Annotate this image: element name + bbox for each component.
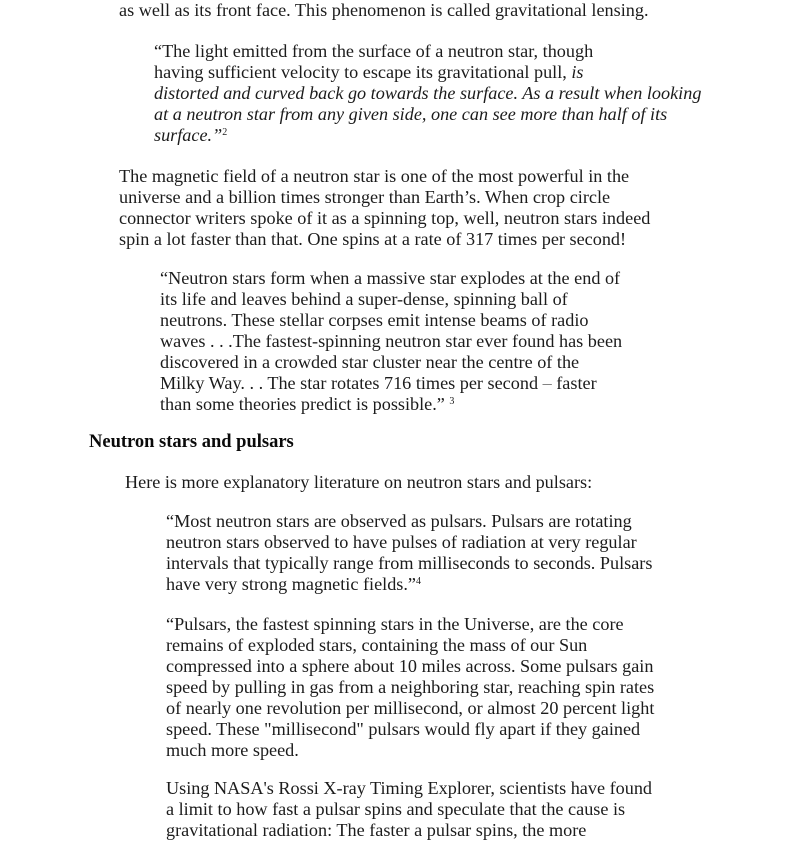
text-line: distorted and curved back go towards the surface. As a result when looking (154, 83, 702, 103)
text-line: as well as its front face. This phenomenon is called gravitational lensing. (119, 0, 649, 20)
text-line: discovered in a crowded star cluster near the centre of the (160, 352, 580, 372)
text-span: having sufficient velocity to escape its gravitational pull, (154, 62, 572, 82)
en-dash: – (542, 373, 552, 393)
literature-intro-paragraph (125, 472, 592, 493)
footnote-ref-2[interactable]: 2 (222, 127, 228, 138)
text-line: Here is more explanatory literature on neutron stars and pulsars: (125, 472, 593, 492)
text-line: neutrons. These stellar corpses emit intense beams of radio (160, 310, 589, 330)
text-line: its life and leaves behind a super-dense, spinning ball of (160, 289, 568, 309)
block-quote-fastest-neutron-star (160, 268, 622, 415)
text-line: connector writers spoke of it as a spinning top, well, neutron stars indeed (119, 208, 651, 228)
text-line: gravitational radiation: The faster a pulsar spins, the more (166, 820, 587, 840)
italic-span: surface.” (154, 125, 223, 145)
text-line: compressed into a sphere about 10 miles across. Some pulsars gain (166, 656, 654, 676)
text-line: neutron stars observed to have pulses of radiation at very regular (166, 532, 637, 552)
text-line: at a neutron star from any given side, one can see more than half of its (154, 104, 668, 124)
text-line: “Most neutron stars are observed as pulsars. Pulsars are rotating (166, 511, 632, 531)
text-line: of nearly one revolution per millisecond, or almost 20 percent light (166, 698, 655, 718)
footnote-ref-3[interactable]: 3 (449, 396, 455, 407)
text-line: spin a lot faster than that. One spins at a rate of 317 times per second! (119, 229, 627, 249)
block-quote-gravitational-lensing (154, 41, 701, 146)
text-span: Milky Way. . . The star rotates 716 times per second (160, 373, 543, 393)
text-line: remains of exploded stars, containing the mass of our Sun (166, 635, 588, 655)
text-line (154, 62, 701, 83)
section-heading: Neutron stars and pulsars (89, 432, 294, 452)
text-line: “Pulsars, the fastest spinning stars in the Universe, are the core (166, 614, 624, 634)
text-line (160, 373, 622, 394)
text-line: intervals that typically range from milliseconds to seconds. Pulsars (166, 553, 653, 573)
text-span: faster (551, 373, 597, 393)
text-line (160, 394, 622, 415)
footnote-ref-4[interactable]: 4 (416, 576, 421, 587)
intro-paragraph (119, 0, 649, 21)
text-line: much more speed. (166, 740, 299, 760)
text-line: universe and a billion times stronger than Earth’s. When crop circle (119, 187, 611, 207)
text-span: have very strong magnetic fields.” (166, 574, 416, 594)
text-line: “Neutron stars form when a massive star explodes at the end of (160, 268, 621, 288)
text-line (154, 125, 701, 146)
magnetic-field-paragraph (119, 166, 650, 250)
text-line (166, 574, 652, 595)
block-quote-fastest-spinning-pulsars (166, 614, 654, 761)
text-line: The magnetic field of a neutron star is one of the most powerful in the (119, 166, 630, 186)
text-line: Using NASA's Rossi X-ray Timing Explorer, scientists have found (166, 778, 653, 798)
text-line: speed by pulling in gas from a neighboring star, reaching spin rates (166, 677, 655, 697)
text-line: waves . . .The fastest-spinning neutron star ever found has been (160, 331, 623, 351)
text-line: speed. These "millisecond" pulsars would fly apart if they gained (166, 719, 641, 739)
block-quote-pulsars-observed (166, 511, 652, 595)
text-line: “The light emitted from the surface of a neutron star, though (154, 41, 594, 61)
text-span: than some theories predict is possible.” (160, 394, 450, 414)
text-line: a limit to how fast a pulsar spins and speculate that the cause is (166, 799, 626, 819)
italic-span: is (571, 62, 584, 82)
rossi-xray-paragraph (166, 778, 652, 841)
